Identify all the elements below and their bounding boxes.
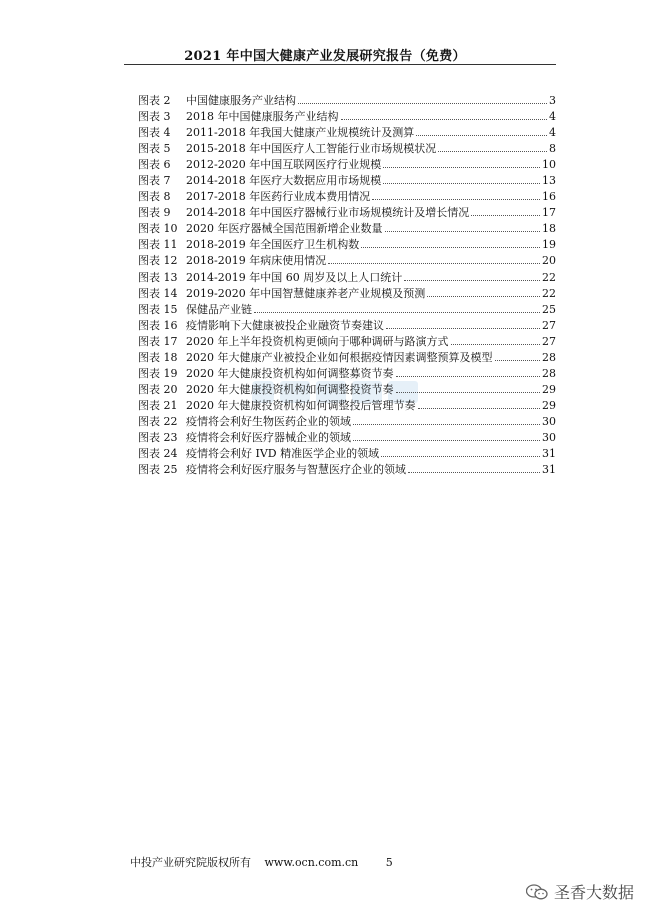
toc-entry-label: 图表 6 bbox=[138, 158, 171, 172]
toc-entry-label: 图表 18 bbox=[138, 350, 178, 364]
toc-entry[interactable] bbox=[138, 429, 556, 445]
toc-entry-title: 2020 年大健康投资机构如何调整募资节奏 bbox=[186, 366, 394, 380]
footer-copyright: 中投产业研究院版权所有 bbox=[130, 856, 251, 869]
toc-entry-page: 13 bbox=[542, 174, 556, 188]
toc-dot-leader bbox=[404, 280, 540, 281]
toc-entry-title: 2017-2018 年医药行业成本费用情况 bbox=[186, 190, 371, 204]
toc-dot-leader bbox=[372, 199, 540, 200]
toc-entry-label: 图表 25 bbox=[138, 463, 178, 477]
toc-entry[interactable] bbox=[138, 124, 556, 140]
toc-entry-page: 25 bbox=[542, 302, 556, 316]
toc-dot-leader bbox=[418, 408, 541, 409]
toc-dot-leader bbox=[427, 296, 540, 297]
toc-dot-leader bbox=[254, 312, 540, 313]
toc-dot-leader bbox=[408, 472, 540, 473]
toc-entry-title: 疫情将会利好医疗器械企业的领域 bbox=[186, 430, 351, 444]
toc-entry[interactable] bbox=[138, 349, 556, 365]
toc-entry[interactable] bbox=[138, 381, 556, 397]
toc-entry[interactable] bbox=[138, 92, 556, 108]
brand-watermark bbox=[526, 880, 634, 903]
toc-entry-title: 2018 年中国健康服务产业结构 bbox=[186, 110, 339, 124]
toc-entry-title: 中国健康服务产业结构 bbox=[186, 94, 296, 107]
toc-entry-title: 2020 年大健康投资机构如何调整投后管理节奏 bbox=[186, 398, 416, 412]
toc-entry[interactable] bbox=[138, 445, 556, 461]
toc-dot-leader bbox=[353, 440, 540, 441]
toc-entry-title: 2019-2020 年中国智慧健康养老产业规模及预测 bbox=[186, 286, 426, 300]
toc-entry-title: 2014-2018 年医疗大数据应用市场规模 bbox=[186, 174, 382, 188]
toc-dot-leader bbox=[385, 231, 541, 232]
toc-entry[interactable] bbox=[138, 236, 556, 252]
toc-entry-label: 图表 4 bbox=[138, 126, 171, 140]
toc-entry-label: 图表 20 bbox=[138, 382, 178, 396]
toc-entry-page: 29 bbox=[542, 382, 556, 396]
toc-entry-label: 图表 10 bbox=[138, 222, 178, 236]
toc-entry-label: 图表 2 bbox=[138, 94, 171, 107]
table-of-figures bbox=[138, 92, 556, 477]
toc-entry-label: 图表 24 bbox=[138, 447, 178, 461]
toc-entry-label: 图表 19 bbox=[138, 366, 178, 380]
toc-entry[interactable] bbox=[138, 172, 556, 188]
toc-entry-page: 19 bbox=[542, 238, 556, 252]
toc-entry[interactable] bbox=[138, 413, 556, 429]
toc-entry-title: 疫情将会利好生物医药企业的领域 bbox=[186, 414, 351, 428]
wechat-icon bbox=[526, 884, 548, 900]
toc-entry-label: 图表 14 bbox=[138, 286, 178, 300]
toc-dot-leader bbox=[396, 392, 541, 393]
toc-entry-label: 图表 5 bbox=[138, 142, 171, 156]
toc-entry-page: 27 bbox=[542, 318, 556, 332]
toc-entry-label: 图表 17 bbox=[138, 334, 178, 348]
toc-dot-leader bbox=[386, 328, 540, 329]
toc-dot-leader bbox=[361, 247, 540, 248]
toc-dot-leader bbox=[471, 215, 540, 216]
page-footer bbox=[130, 854, 403, 870]
toc-dot-leader bbox=[353, 424, 540, 425]
toc-dot-leader bbox=[495, 360, 541, 361]
toc-entry[interactable] bbox=[138, 220, 556, 236]
toc-entry[interactable] bbox=[138, 188, 556, 204]
toc-entry-label: 图表 16 bbox=[138, 318, 178, 332]
brand-name: 圣香大数据 bbox=[553, 883, 634, 902]
footer-page-number: 5 bbox=[385, 856, 393, 869]
toc-entry-title: 2011-2018 年我国大健康产业规模统计及测算 bbox=[186, 126, 415, 140]
toc-entry[interactable] bbox=[138, 156, 556, 172]
toc-entry-label: 图表 12 bbox=[138, 254, 178, 268]
toc-entry-page: 16 bbox=[542, 190, 556, 204]
toc-entry-label: 图表 13 bbox=[138, 270, 178, 284]
toc-entry[interactable] bbox=[138, 108, 556, 124]
toc-entry[interactable] bbox=[138, 461, 556, 477]
toc-entry[interactable] bbox=[138, 301, 556, 317]
toc-entry-page: 22 bbox=[542, 270, 556, 284]
report-title: 2021 年中国大健康产业发展研究报告（免费） bbox=[184, 49, 466, 64]
toc-entry-title: 2018-2019 年病床使用情况 bbox=[186, 254, 327, 268]
toc-entry-page: 4 bbox=[549, 110, 556, 124]
toc-entry-page: 10 bbox=[542, 158, 556, 172]
toc-entry-page: 29 bbox=[542, 398, 556, 412]
toc-entry-title: 疫情将会利好 IVD 精准医学企业的领域 bbox=[186, 447, 380, 461]
toc-entry-label: 图表 3 bbox=[138, 110, 171, 124]
toc-entry[interactable] bbox=[138, 269, 556, 285]
toc-entry-page: 18 bbox=[542, 222, 556, 236]
toc-entry-page: 3 bbox=[549, 94, 556, 107]
toc-entry-page: 31 bbox=[542, 463, 556, 477]
toc-dot-leader bbox=[383, 183, 540, 184]
footer-website[interactable]: www.ocn.com.cn bbox=[264, 856, 359, 869]
toc-dot-leader bbox=[383, 167, 540, 168]
toc-dot-leader bbox=[416, 135, 547, 136]
toc-entry-title: 2012-2020 年中国互联网医疗行业规模 bbox=[186, 158, 382, 172]
toc-entry[interactable] bbox=[138, 365, 556, 381]
toc-entry-title: 2020 年医疗器械全国范围新增企业数量 bbox=[186, 222, 383, 236]
toc-entry-title: 保健品产业链 bbox=[186, 302, 252, 316]
toc-entry-title: 2014-2018 年中国医疗器械行业市场规模统计及增长情况 bbox=[186, 206, 470, 220]
toc-dot-leader bbox=[298, 103, 547, 104]
toc-entry-label: 图表 15 bbox=[138, 302, 178, 316]
toc-entry-page: 30 bbox=[542, 430, 556, 444]
toc-entry-title: 2020 年大健康投资机构如何调整投资节奏 bbox=[186, 382, 394, 396]
toc-entry-label: 图表 11 bbox=[138, 238, 178, 252]
toc-entry-title: 2015-2018 年中国医疗人工智能行业市场规模状况 bbox=[186, 142, 437, 156]
header-divider bbox=[124, 64, 556, 65]
toc-entry-title: 2018-2019 年全国医疗卫生机构数 bbox=[186, 238, 360, 252]
toc-dot-leader bbox=[328, 263, 540, 264]
toc-entry-page: 8 bbox=[549, 142, 556, 156]
toc-entry-label: 图表 9 bbox=[138, 206, 171, 220]
toc-dot-leader bbox=[438, 151, 547, 152]
toc-dot-leader bbox=[396, 376, 541, 377]
toc-entry[interactable] bbox=[138, 204, 556, 220]
toc-entry-label: 图表 8 bbox=[138, 190, 171, 204]
toc-entry-label: 图表 23 bbox=[138, 430, 178, 444]
toc-entry-page: 28 bbox=[542, 350, 556, 364]
toc-entry[interactable] bbox=[138, 252, 556, 268]
toc-entry-page: 20 bbox=[542, 254, 556, 268]
toc-entry-page: 28 bbox=[542, 366, 556, 380]
toc-entry-label: 图表 21 bbox=[138, 398, 178, 412]
toc-entry-title: 疫情将会利好医疗服务与智慧医疗企业的领域 bbox=[186, 463, 406, 477]
toc-entry-page: 4 bbox=[549, 126, 556, 140]
toc-entry-page: 27 bbox=[542, 334, 556, 348]
toc-entry-title: 2014-2019 年中国 60 周岁及以上人口统计 bbox=[186, 270, 403, 284]
toc-entry-title: 2020 年上半年投资机构更倾向于哪种调研与路演方式 bbox=[186, 334, 449, 348]
toc-entry[interactable] bbox=[138, 333, 556, 349]
toc-entry[interactable] bbox=[138, 397, 556, 413]
toc-entry-label: 图表 22 bbox=[138, 414, 178, 428]
toc-entry-title: 2020 年大健康产业被投企业如何根据疫情因素调整预算及模型 bbox=[186, 350, 493, 364]
toc-entry-title: 疫情影响下大健康被投企业融资节奏建议 bbox=[186, 318, 384, 332]
toc-dot-leader bbox=[451, 344, 541, 345]
toc-entry-label: 图表 7 bbox=[138, 174, 171, 188]
toc-dot-leader bbox=[341, 119, 548, 120]
toc-entry[interactable] bbox=[138, 140, 556, 156]
toc-dot-leader bbox=[381, 456, 540, 457]
toc-entry-page: 22 bbox=[542, 286, 556, 300]
toc-entry-page: 17 bbox=[542, 206, 556, 220]
toc-entry-page: 30 bbox=[542, 414, 556, 428]
toc-entry[interactable] bbox=[138, 285, 556, 301]
toc-entry-page: 31 bbox=[542, 447, 556, 461]
toc-entry[interactable] bbox=[138, 317, 556, 333]
